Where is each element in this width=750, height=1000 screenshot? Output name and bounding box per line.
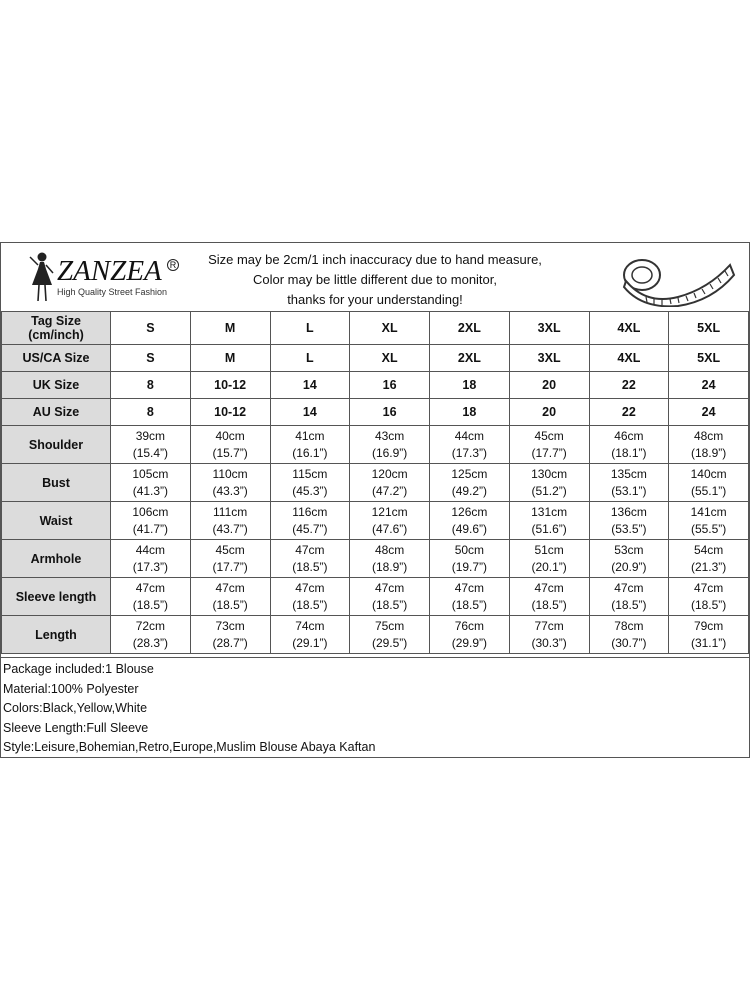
measuring-tape-icon xyxy=(616,251,736,307)
detail-line: Material:100% Polyester xyxy=(3,681,139,696)
cm-value: 47cm xyxy=(215,580,245,595)
cm-value: 136cm xyxy=(610,504,647,519)
table-cell xyxy=(509,426,589,464)
table-cell: M xyxy=(190,312,270,345)
inch-value: (28.3”) xyxy=(132,635,169,650)
inch-value: (18.1”) xyxy=(611,445,647,460)
table-cell: M xyxy=(190,345,270,372)
table-cell xyxy=(430,426,510,464)
cm-value: 126cm xyxy=(451,504,488,519)
table-cell xyxy=(509,616,589,654)
note-line: Color may be little different due to monitor, xyxy=(253,272,497,287)
table-row xyxy=(2,578,749,616)
table-cell: 10-12 xyxy=(190,372,270,399)
inch-value: (15.7”) xyxy=(212,445,248,460)
table-cell: 14 xyxy=(270,372,350,399)
table-cell xyxy=(509,540,589,578)
table-cell xyxy=(270,578,350,616)
table-cell xyxy=(669,616,749,654)
table-cell xyxy=(430,540,510,578)
row-header: Bust xyxy=(2,464,111,502)
cm-value: 47cm xyxy=(135,580,166,595)
product-details xyxy=(1,657,749,758)
inch-value: (55.1”) xyxy=(690,483,727,498)
note-line: thanks for your understanding! xyxy=(287,292,463,307)
table-cell xyxy=(270,540,350,578)
inch-value: (18.5”) xyxy=(451,597,488,612)
table-cell: 2XL xyxy=(430,312,510,345)
inch-value: (53.5”) xyxy=(611,521,647,536)
dress-figure-icon xyxy=(27,251,57,303)
cm-value: 45cm xyxy=(215,542,245,557)
inch-value: (15.4”) xyxy=(132,445,169,460)
table-cell: 2XL xyxy=(430,345,510,372)
cm-value: 74cm xyxy=(295,618,325,633)
inch-value: (49.2”) xyxy=(451,483,488,498)
table-cell xyxy=(669,502,749,540)
inch-value: (31.1”) xyxy=(690,635,727,650)
table-cell xyxy=(350,540,430,578)
table-row xyxy=(2,540,749,578)
registered-mark: R xyxy=(167,259,179,271)
inch-value: (28.7”) xyxy=(212,635,248,650)
cm-value: 43cm xyxy=(374,428,405,443)
table-cell xyxy=(669,578,749,616)
inch-value: (16.9”) xyxy=(371,445,408,460)
inch-value: (43.7”) xyxy=(212,521,248,536)
table-cell xyxy=(111,464,191,502)
cm-value: 141cm xyxy=(690,504,727,519)
inch-value: (51.2”) xyxy=(531,483,567,498)
table-row xyxy=(2,616,749,654)
inch-value: (18.9”) xyxy=(690,445,727,460)
table-cell xyxy=(190,540,270,578)
table-cell: 18 xyxy=(430,399,510,426)
table-cell: 8 xyxy=(111,372,191,399)
cm-value: 79cm xyxy=(693,618,724,633)
table-cell xyxy=(270,616,350,654)
table-cell xyxy=(111,502,191,540)
table-cell xyxy=(190,616,270,654)
table-row xyxy=(2,464,749,502)
inch-value: (51.6”) xyxy=(531,521,567,536)
row-header: US/CA Size xyxy=(2,345,111,372)
table-cell: S xyxy=(111,312,191,345)
table-cell xyxy=(350,616,430,654)
detail-line: Colors:Black,Yellow,White xyxy=(3,701,148,715)
cm-value: 77cm xyxy=(534,618,564,633)
cm-value: 121cm xyxy=(371,504,408,519)
cm-value: 47cm xyxy=(693,580,724,595)
cm-value: 120cm xyxy=(371,466,408,481)
table-cell xyxy=(669,540,749,578)
inch-value: (47.2”) xyxy=(371,483,408,498)
inch-value: (29.5”) xyxy=(371,635,408,650)
table-cell xyxy=(589,616,669,654)
cm-value: 47cm xyxy=(614,580,644,595)
inch-value: (41.3”) xyxy=(132,483,169,498)
brand-tagline: High Quality Street Fashion xyxy=(57,287,168,297)
cm-value: 48cm xyxy=(374,542,405,557)
table-cell: 16 xyxy=(350,399,430,426)
inch-value: (29.1”) xyxy=(292,635,328,650)
cm-value: 54cm xyxy=(693,542,724,557)
table-cell xyxy=(111,540,191,578)
cm-value: 140cm xyxy=(690,466,727,481)
cm-value: 47cm xyxy=(295,580,325,595)
table-cell: 3XL xyxy=(509,345,589,372)
inch-value: (55.5”) xyxy=(690,521,727,536)
inch-value: (18.5”) xyxy=(690,597,727,612)
table-cell: 5XL xyxy=(669,312,749,345)
cm-value: 47cm xyxy=(534,580,564,595)
inch-value: (20.1”) xyxy=(531,559,567,574)
inch-value: (30.3”) xyxy=(531,635,567,650)
brand-logo xyxy=(27,251,187,305)
inch-value: (18.5”) xyxy=(611,597,647,612)
table-cell xyxy=(111,426,191,464)
cm-value: 47cm xyxy=(374,580,405,595)
table-cell: L xyxy=(270,312,350,345)
cm-value: 44cm xyxy=(135,542,166,557)
inch-value: (45.7”) xyxy=(292,521,328,536)
table-cell: 24 xyxy=(669,372,749,399)
table-row xyxy=(2,372,749,399)
cm-value: 47cm xyxy=(295,542,325,557)
inch-value: (17.3”) xyxy=(451,445,488,460)
table-cell xyxy=(350,502,430,540)
table-cell xyxy=(589,540,669,578)
table-cell xyxy=(270,464,350,502)
cm-value: 47cm xyxy=(454,580,485,595)
table-row xyxy=(2,312,749,345)
cm-value: 116cm xyxy=(292,504,328,519)
cm-value: 40cm xyxy=(215,428,245,443)
measurement-notes xyxy=(181,250,569,310)
inch-value: (20.9”) xyxy=(611,559,647,574)
cm-value: 46cm xyxy=(614,428,644,443)
table-cell xyxy=(350,578,430,616)
table-cell: 24 xyxy=(669,399,749,426)
cm-value: 41cm xyxy=(295,428,325,443)
table-cell xyxy=(669,426,749,464)
cm-value: 106cm xyxy=(132,504,169,519)
table-cell: 5XL xyxy=(669,345,749,372)
inch-value: (18.5”) xyxy=(212,597,248,612)
inch-value: (19.7”) xyxy=(451,559,488,574)
table-cell: 10-12 xyxy=(190,399,270,426)
table-cell: 20 xyxy=(509,399,589,426)
cm-value: 50cm xyxy=(454,542,485,557)
cm-value: 125cm xyxy=(451,466,488,481)
cm-value: 73cm xyxy=(215,618,245,633)
inch-value: (21.3”) xyxy=(690,559,727,574)
inch-value: (53.1”) xyxy=(611,483,647,498)
table-cell xyxy=(589,502,669,540)
row-header: Length xyxy=(2,616,111,654)
inch-value: (29.9”) xyxy=(451,635,488,650)
row-header: Shoulder xyxy=(2,426,111,464)
cm-value: 53cm xyxy=(614,542,644,557)
cm-value: 72cm xyxy=(135,618,166,633)
table-cell xyxy=(270,426,350,464)
table-cell xyxy=(430,616,510,654)
table-cell: XL xyxy=(350,312,430,345)
table-row xyxy=(2,426,749,464)
chart-header xyxy=(1,243,749,312)
inch-value: (18.9”) xyxy=(371,559,408,574)
inch-value: (17.7”) xyxy=(212,559,248,574)
cm-value: 44cm xyxy=(454,428,485,443)
table-cell xyxy=(589,464,669,502)
inch-value: (41.7”) xyxy=(132,521,169,536)
inch-value: (16.1”) xyxy=(292,445,328,460)
cm-value: 75cm xyxy=(374,618,405,633)
cm-value: 39cm xyxy=(135,428,166,443)
table-cell xyxy=(430,578,510,616)
inch-value: (43.3”) xyxy=(212,483,248,498)
table-cell xyxy=(509,578,589,616)
table-cell xyxy=(350,426,430,464)
row-header xyxy=(2,312,111,345)
detail-line: Sleeve Length:Full Sleeve xyxy=(3,720,149,735)
table-cell: 14 xyxy=(270,399,350,426)
table-cell xyxy=(270,502,350,540)
table-cell xyxy=(430,502,510,540)
table-row xyxy=(2,345,749,372)
inch-value: (49.6”) xyxy=(451,521,488,536)
inch-value: (47.6”) xyxy=(371,521,408,536)
table-cell: 8 xyxy=(111,399,191,426)
row-header: AU Size xyxy=(2,399,111,426)
table-cell xyxy=(190,578,270,616)
table-cell xyxy=(509,464,589,502)
cm-value: 130cm xyxy=(531,466,568,481)
cm-value: 105cm xyxy=(132,466,169,481)
table-cell xyxy=(111,616,191,654)
table-cell: 18 xyxy=(430,372,510,399)
table-cell: 4XL xyxy=(589,345,669,372)
cm-value: 110cm xyxy=(212,466,248,481)
row-header: UK Size xyxy=(2,372,111,399)
table-cell xyxy=(430,464,510,502)
table-cell: S xyxy=(111,345,191,372)
table-cell xyxy=(190,426,270,464)
cm-value: 131cm xyxy=(531,504,568,519)
inch-value: (30.7”) xyxy=(611,635,647,650)
table-cell xyxy=(509,502,589,540)
row-header: Armhole xyxy=(2,540,111,578)
inch-value: (18.5”) xyxy=(132,597,169,612)
table-cell: 3XL xyxy=(509,312,589,345)
cm-value: 76cm xyxy=(454,618,485,633)
row-header-line: Tag Size xyxy=(31,314,81,328)
row-header: Sleeve length xyxy=(2,578,111,616)
note-line: Size may be 2cm/1 inch inaccuracy due to hand measure, xyxy=(208,252,542,267)
table-cell xyxy=(111,578,191,616)
cm-value: 51cm xyxy=(534,542,564,557)
cm-value: 111cm xyxy=(213,504,248,519)
table-cell: 22 xyxy=(589,372,669,399)
table-row xyxy=(2,502,749,540)
table-cell: 4XL xyxy=(589,312,669,345)
table-cell: L xyxy=(270,345,350,372)
detail-line: Style:Leisure,Bohemian,Retro,Europe,Muslim Blouse Abaya Kaftan xyxy=(3,740,376,754)
table-cell xyxy=(589,578,669,616)
table-cell xyxy=(190,502,270,540)
cm-value: 78cm xyxy=(614,618,644,633)
table-cell xyxy=(350,464,430,502)
table-cell: XL xyxy=(350,345,430,372)
inch-value: (18.5”) xyxy=(371,597,408,612)
inch-value: (18.5”) xyxy=(531,597,567,612)
inch-value: (17.3”) xyxy=(132,559,169,574)
inch-value: (18.5”) xyxy=(292,559,328,574)
table-cell xyxy=(589,426,669,464)
table-cell: 16 xyxy=(350,372,430,399)
cm-value: 45cm xyxy=(534,428,564,443)
size-table xyxy=(1,311,749,654)
detail-line: Package included:1 Blouse xyxy=(3,662,154,676)
table-cell: 20 xyxy=(509,372,589,399)
cm-value: 48cm xyxy=(693,428,724,443)
table-cell xyxy=(669,464,749,502)
cm-value: 135cm xyxy=(610,466,647,481)
inch-value: (45.3”) xyxy=(292,483,328,498)
table-cell xyxy=(190,464,270,502)
row-header: Waist xyxy=(2,502,111,540)
cm-value: 115cm xyxy=(292,466,328,481)
table-row xyxy=(2,399,749,426)
inch-value: (17.7”) xyxy=(531,445,567,460)
inch-value: (18.5”) xyxy=(292,597,328,612)
size-chart xyxy=(0,242,750,758)
brand-name: ZANZEA xyxy=(57,255,162,287)
row-header-line: (cm/inch) xyxy=(28,328,84,342)
table-cell: 22 xyxy=(589,399,669,426)
